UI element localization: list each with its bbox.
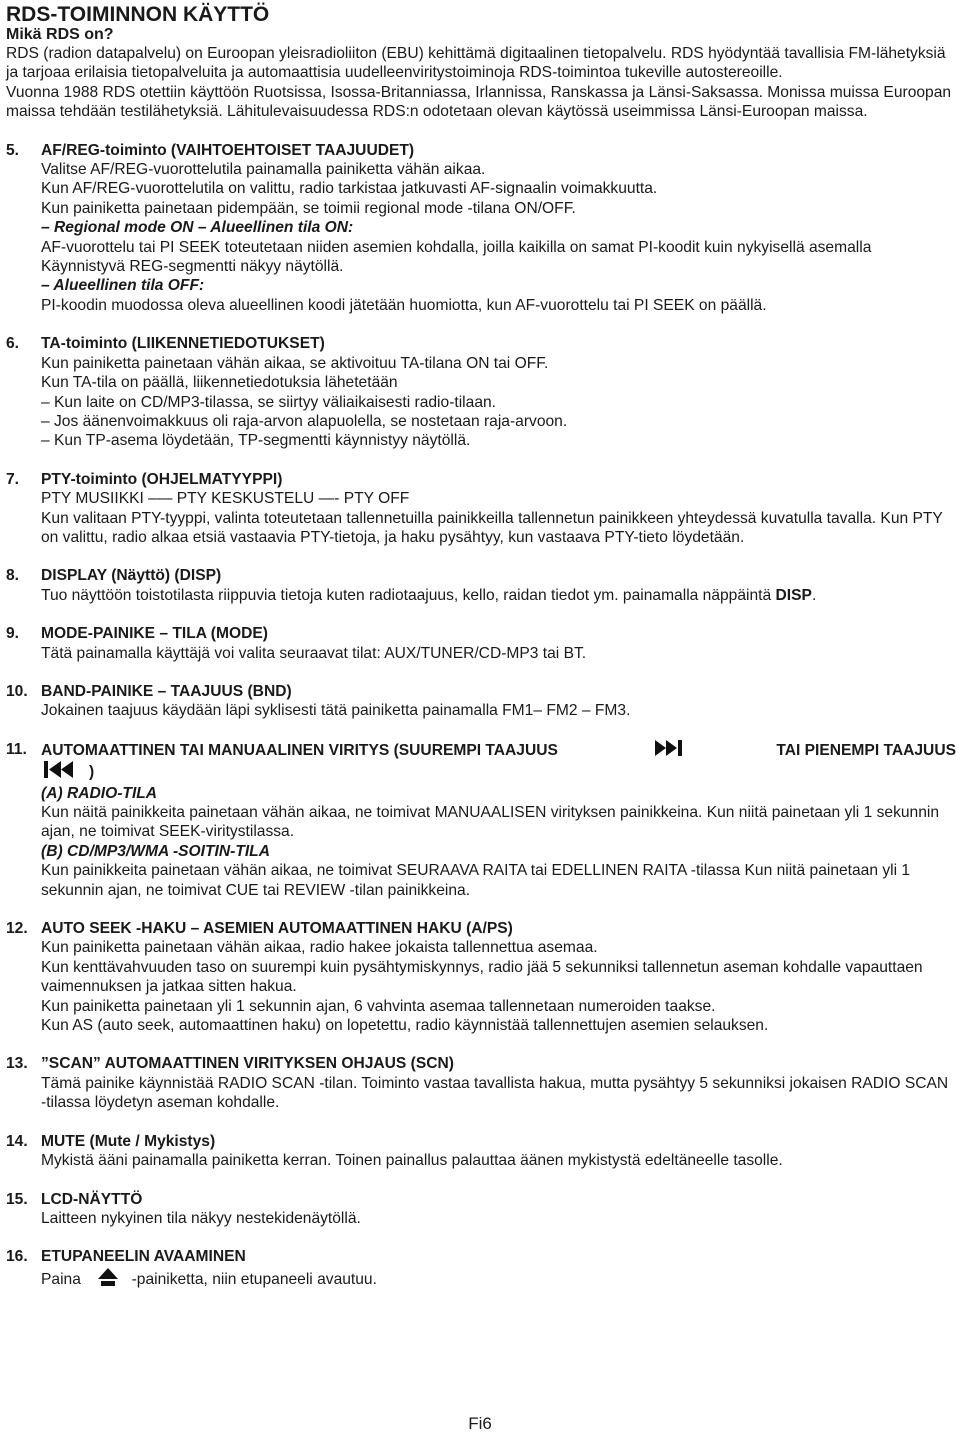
section-number: 9.	[6, 625, 20, 643]
section-title: ”SCAN” AUTOMAATTINEN VIRITYKSEN OHJAUS (SCN)	[41, 1055, 454, 1073]
section-title: ETUPANEELIN AVAAMINEN	[41, 1248, 246, 1266]
section-title: DISPLAY (Näyttö) (DISP)	[41, 567, 222, 585]
section-af-reg	[6, 141, 956, 316]
skip-next-icon	[655, 740, 685, 761]
section-title-cont	[41, 761, 956, 783]
section-line: Kun AS (auto seek, automaattinen haku) on lopetettu, radio käynnistää tallennettujen asemien selauksen.	[41, 1017, 769, 1035]
subheading-radio-mode: (A) RADIO-TILA	[41, 784, 158, 802]
section-line: PTY MUSIIKKI –— PTY KESKUSTELU —- PTY OFF	[41, 490, 410, 508]
section-line: Jokainen taajuus käydään läpi syklisesti tätä painiketta painamalla FM1– FM2 – FM3.	[41, 702, 631, 720]
section-line: Kun TA-tila on päällä, liikennetiedotuksia lähetetään	[41, 374, 398, 392]
section-title: MODE-PAINIKE – TILA (MODE)	[41, 625, 268, 643]
section-line: – Kun laite on CD/MP3-tilassa, se siirtyy väliaikaisesti radio-tilaan.	[41, 393, 496, 411]
section-number: 6.	[6, 335, 20, 353]
section-number: 15.	[6, 1190, 28, 1208]
section-text: Paina	[41, 1270, 81, 1288]
section-lcd	[6, 1190, 956, 1229]
intro-paragraph-1: RDS (radion datapalvelu) on Euroopan yleisradioliiton (EBU) kehittämä digitaalinen tietopalvelu. RDS hyödyntää tavallisia FM-lähetyksiä ja tarjoaa erilaisia tietopalveluita ja automaattisia uudelleenviritystoiminoja RDS-toimintoa tukeville autostereoille.	[6, 45, 946, 82]
section-text: Tuo näyttöön toistotilasta riippuvia tietoja kuten radiotaajuus, kello, raidan tiedot ym. painamalla näppäintä	[41, 586, 772, 604]
section-line: Kun valitaan PTY-tyyppi, valinta toteutetaan tallennetuilla painikkeilla tallennetun painikkeen yhteydessä kuvatulla tavalla. Kun PTY on valittu, radio alkaa etsiä vastaavia PTY-tietoja, ja haku pysähtyy, kun vastaava PTY-tieto löydetään.	[41, 509, 943, 546]
section-title: BAND-PAINIKE – TAAJUUS (BND)	[41, 682, 292, 700]
section-line	[41, 586, 956, 605]
section-title: AUTO SEEK -HAKU – ASEMIEN AUTOMAATTINEN HAKU (A/PS)	[41, 920, 513, 938]
section-title	[41, 740, 956, 761]
section-title: AF/REG-toiminto (VAIHTOEHTOISET TAAJUUDET)	[41, 141, 415, 159]
section-line: PI-koodin muodossa oleva alueellinen koodi jätetään huomiotta, kun AF-vuorottelu tai PI SEEK on päällä.	[41, 296, 767, 314]
section-line: Kun AF/REG-vuorottelutila on valittu, radio tarkistaa jatkuvasti AF-signaalin voimakkuutta.	[41, 180, 658, 198]
section-display	[6, 566, 956, 605]
section-text: -painiketta, niin etupaneeli avautuu.	[131, 1270, 377, 1288]
section-number: 11.	[6, 740, 27, 758]
section-line: Kun painiketta painetaan yli 1 sekunnin ajan, 6 vahvinta asemaa tallennetaan numeroiden taakse.	[41, 997, 716, 1015]
section-line: Kun painikkeita painetaan vähän aikaa, ne toimivat SEURAAVA RAITA tai EDELLINEN RAITA -tilassa Kun niitä painetaan yli 1 sekunnin ajan, ne toimivat CUE tai REVIEW -tilan painikkeina.	[41, 862, 911, 899]
section-band	[6, 682, 956, 721]
section-front-panel	[6, 1247, 956, 1292]
skip-previous-icon	[41, 761, 75, 783]
section-line: – Kun TP-asema löydetään, TP-segmentti käynnistyy näytöllä.	[41, 432, 471, 450]
section-line	[41, 1267, 956, 1292]
section-title: LCD-NÄYTTÖ	[41, 1190, 143, 1208]
subheading-player-mode: (B) CD/MP3/WMA -SOITIN-TILA	[41, 842, 270, 860]
subheading-regional-on: – Regional mode ON – Alueellinen tila ON:	[41, 219, 354, 237]
section-pty	[6, 470, 956, 548]
section-title-part-b: TAI PIENEMPI TAAJUUS	[776, 741, 956, 759]
section-ta	[6, 334, 956, 450]
section-line: Kun painiketta painetaan vähän aikaa, radio hakee jokaista tallennettua asemaa.	[41, 939, 598, 957]
section-line: Valitse AF/REG-vuorottelutila painamalla painiketta vähän aikaa.	[41, 161, 486, 179]
section-auto-seek	[6, 919, 956, 1035]
section-line: Kun näitä painikkeita painetaan vähän aikaa, ne toimivat MANUAALISEN virityksen painikkeina. Kun niitä painetaan yli 1 sekunnin ajan, ne toimivat SEEK-viritystilassa.	[41, 804, 940, 841]
section-number: 8.	[6, 567, 20, 585]
section-line: Mykistä ääni painamalla painiketta kerran. Toinen painallus palauttaa äänen mykistystä edeltäneelle tasolle.	[41, 1152, 783, 1170]
section-line: – Jos äänenvoimakkuus oli raja-arvon alapuolella, se nostetaan raja-arvoon.	[41, 412, 568, 430]
section-number: 5.	[6, 141, 20, 159]
intro-paragraph-2: Vuonna 1988 RDS otettiin käyttöön Ruotsissa, Isossa-Britanniassa, Irlannissa, Ranskassa ja Länsi-Saksassa. Monissa muissa Euroopan maissa tehdään testilähetyksiä. Lähitulevaisuudessa RDS:n odotetaan olevan käytössä useimmissa Länsi-Euroopan maissa.	[6, 83, 952, 121]
page-number: Fi6	[468, 1414, 492, 1433]
section-line: Laitteen nykyinen tila näkyy nestekidenäytöllä.	[41, 1209, 361, 1227]
manual-page	[6, 4, 956, 1292]
page-subtitle: Mikä RDS on?	[6, 26, 114, 43]
section-title: PTY-toiminto (OHJELMATYYPPI)	[41, 470, 283, 488]
section-scan	[6, 1054, 956, 1112]
page-title: RDS-TOIMINNON KÄYTTÖ	[6, 3, 270, 26]
section-number: 16.	[6, 1248, 28, 1266]
section-line: Tämä painike käynnistää RADIO SCAN -tilan. Toiminto vastaa tavallista hakua, mutta pysähtyy 5 sekunniksi jokaisen RADIO SCAN -tilassa löydetyn aseman kohdalle.	[41, 1074, 949, 1112]
section-line: AF-vuorottelu tai PI SEEK toteutetaan niiden asemien kohdalla, joilla kaikilla on samat PI-koodit kuin nykyisellä asemalla Käynnistyvä REG-segmentti näkyy näytöllä.	[41, 238, 872, 276]
panel-open-icon	[97, 1267, 119, 1292]
section-number: 7.	[6, 470, 20, 488]
section-title: MUTE (Mute / Mykistys)	[41, 1132, 216, 1150]
section-title-part-a: AUTOMAATTINEN TAI MANUAALINEN VIRITYS (SUUREMPI TAAJUUS	[41, 741, 558, 759]
section-line: Tätä painamalla käyttäjä voi valita seuraavat tilat: AUX/TUNER/CD-MP3 tai BT.	[41, 644, 587, 662]
section-number: 14.	[6, 1132, 28, 1150]
section-number: 12.	[6, 920, 28, 938]
disp-key-label: DISP	[775, 586, 812, 604]
section-number: 10.	[6, 682, 28, 700]
section-mute	[6, 1132, 956, 1171]
section-mode	[6, 624, 956, 663]
section-line: Kun kenttävahvuuden taso on suurempi kuin pysähtymiskynnys, radio jää 5 sekunniksi tallennetun aseman kohdalle vapauttaen vaimennuksen ja jatkaa sitten hakua.	[41, 958, 923, 996]
subheading-regional-off: – Alueellinen tila OFF:	[41, 277, 205, 295]
section-line: Kun painiketta painetaan pidempään, se toimii regional mode -tilana ON/OFF.	[41, 199, 576, 217]
section-number: 13.	[6, 1055, 28, 1073]
section-title-part-c: )	[89, 763, 95, 781]
section-title: TA-toiminto (LIIKENNETIEDOTUKSET)	[41, 335, 325, 353]
section-tuning	[6, 740, 956, 900]
section-line: Kun painiketta painetaan vähän aikaa, se aktivoituu TA-tilana ON tai OFF.	[41, 354, 549, 372]
sentence-end: .	[811, 586, 817, 604]
